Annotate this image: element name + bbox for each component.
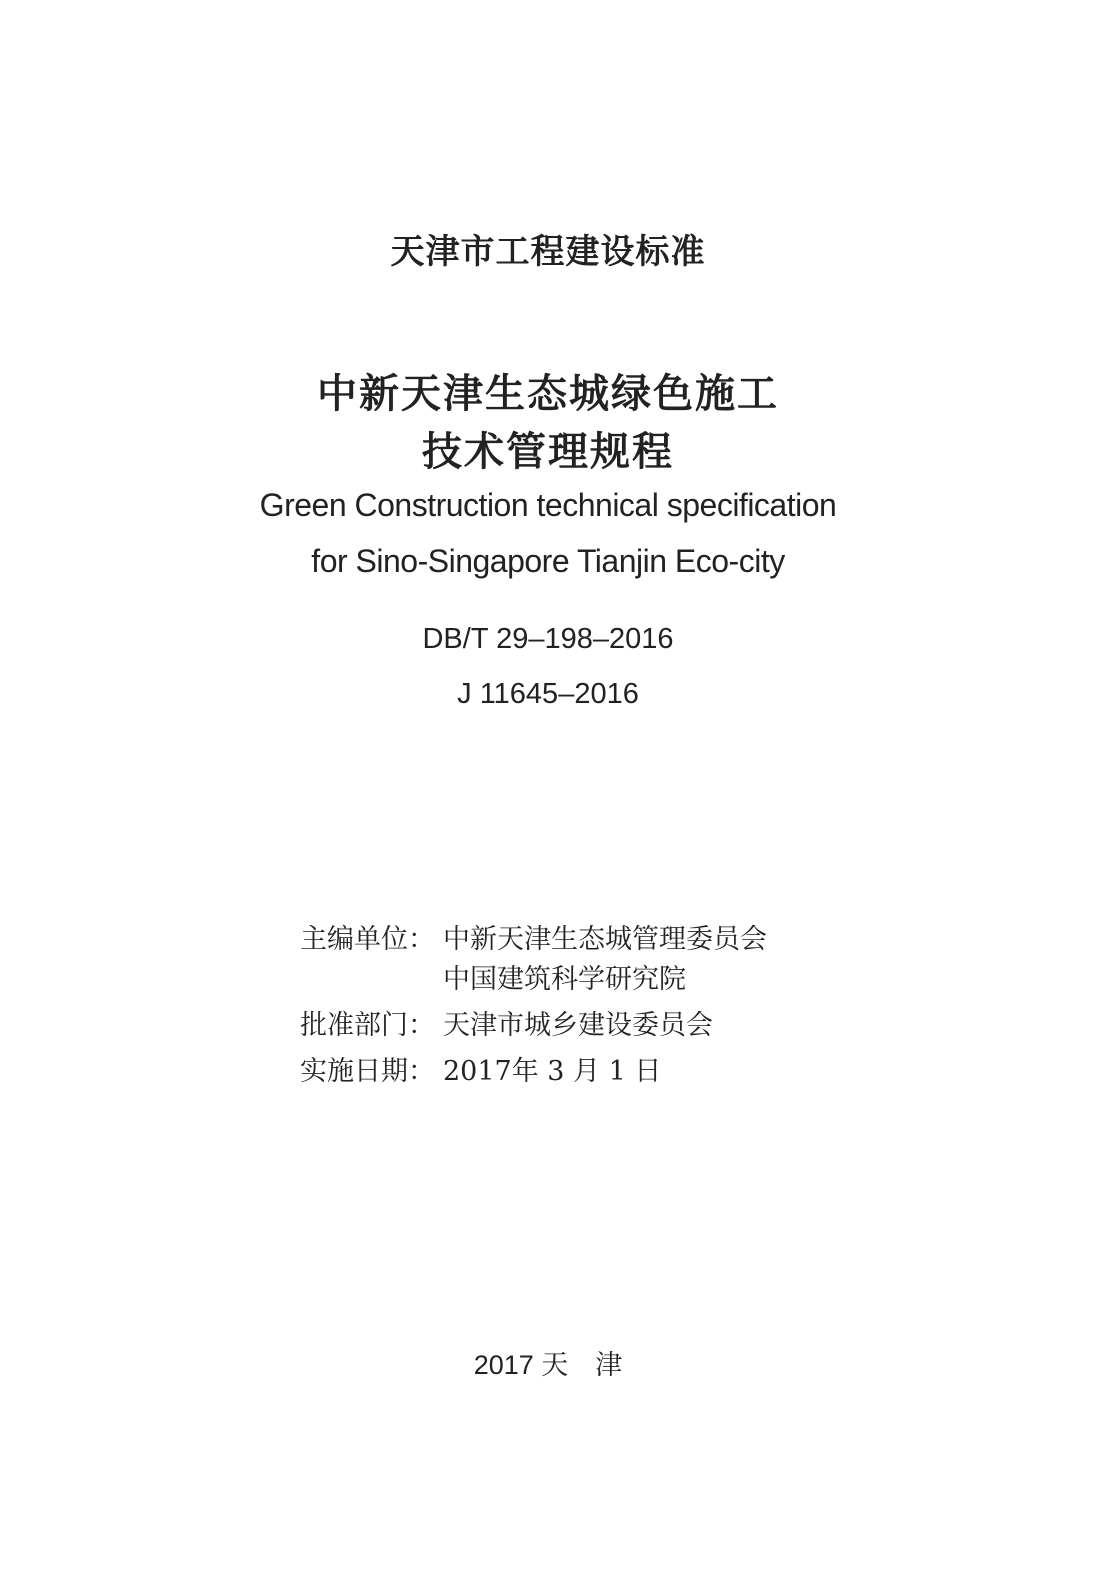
title-english-line-1: Green Construction technical specification <box>259 487 837 523</box>
date-label: 实施日期： <box>300 1056 435 1087</box>
title-english-line-2: for Sino-Singapore Tianjin Eco-city <box>311 543 785 579</box>
standard-code-db: DB/T 29–198–2016 <box>422 623 674 655</box>
approver-row <box>300 1006 767 1046</box>
editor-row <box>300 920 767 960</box>
date-value: 2017年 3 月 1 日 <box>443 1056 662 1087</box>
standard-code-j: J 11645–2016 <box>457 678 639 710</box>
editor-label: 主编单位： <box>300 924 435 955</box>
title-chinese-line-2: 技术管理规程 <box>422 429 674 475</box>
editor-label-spacer <box>300 960 443 1000</box>
approver-label: 批准部门： <box>300 1010 435 1041</box>
footer-year-place: 2017 天 津 <box>473 1350 623 1380</box>
date-row <box>300 1052 767 1092</box>
approver-value: 天津市城乡建设委员会 <box>443 1010 713 1041</box>
publication-info <box>300 920 767 1092</box>
editor-value-2: 中国建筑科学研究院 <box>443 964 686 995</box>
title-chinese-line-1: 中新天津生态城绿色施工 <box>317 371 779 417</box>
editor-value-1: 中新天津生态城管理委员会 <box>443 924 767 955</box>
editor-row-2 <box>300 960 767 1000</box>
series-title: 天津市工程建设标准 <box>390 232 706 272</box>
